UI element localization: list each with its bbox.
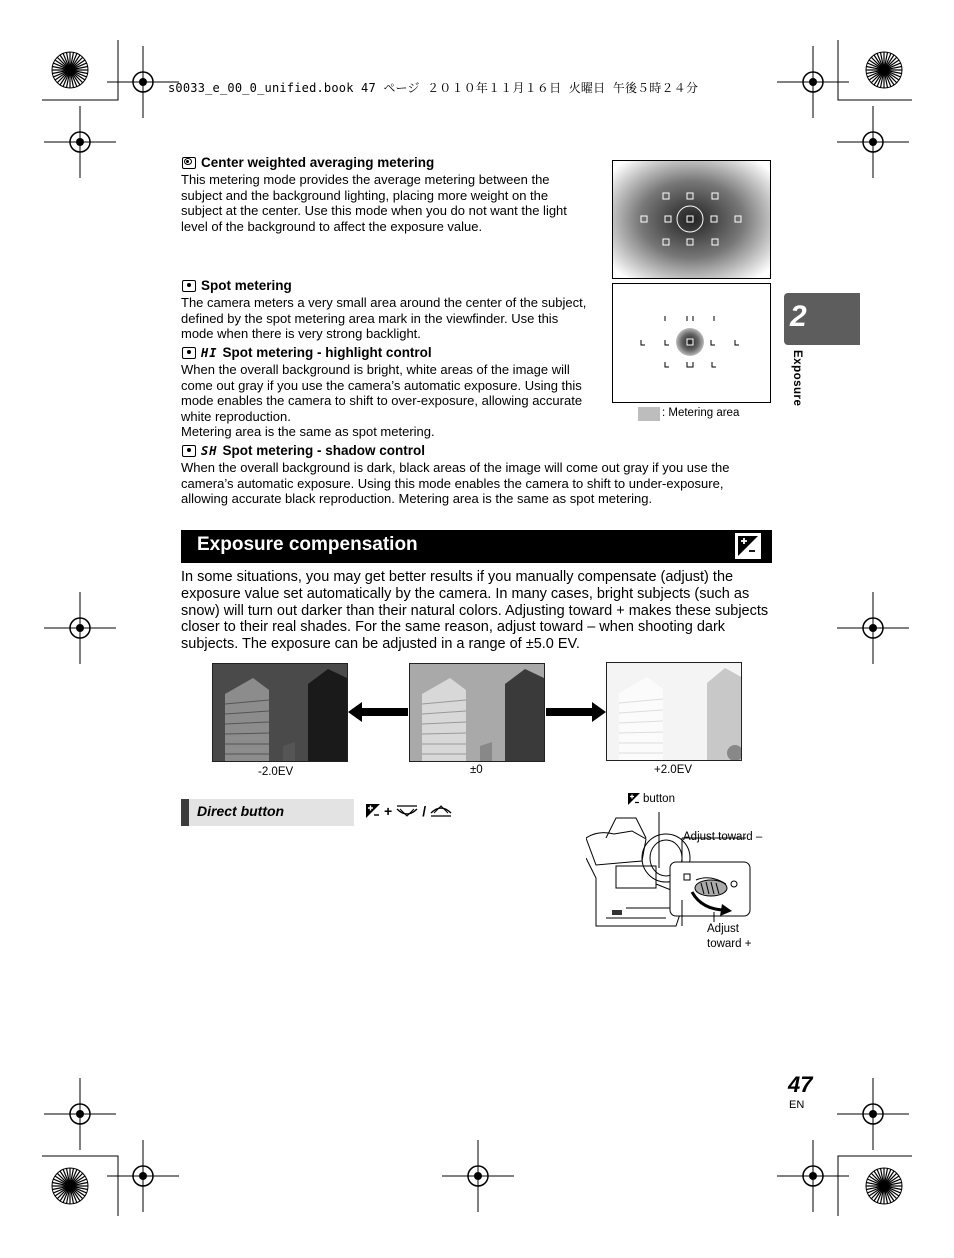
spot-text (181, 295, 601, 342)
text-line: exposure value set automatically by the camera. In many cases, bright subjects (such as (181, 585, 750, 602)
caption-plus-2ev: +2.0EV (654, 764, 693, 776)
text-line: When the overall background is dark, black areas of the image will come out gray if you use the (181, 460, 730, 475)
text-line: allowing accurate black reproduction. Metering area is the same as spot metering. (181, 491, 653, 506)
text-line: come out gray if you use the camera’s automatic exposure. Using this (181, 377, 582, 393)
exposure-compensation-icon (628, 793, 640, 805)
exposure-compensation-icon (734, 532, 762, 560)
arrow-left-icon (348, 700, 408, 724)
caption-minus-2ev: -2.0EV (258, 766, 294, 778)
page-language: EN (789, 1099, 805, 1111)
text-line: mode enables the camera to shift to over-exposure, allowing accurate (181, 393, 583, 408)
highlight-text (181, 362, 601, 440)
shadow-title: Spot metering - shadow control (222, 443, 425, 458)
text-line: mode when there is very strong backlight. (181, 326, 421, 341)
text-line: white reproduction. (181, 408, 291, 424)
highlight-icon-text: HI (201, 345, 218, 360)
adjust-minus-label: Adjust toward – (683, 831, 763, 843)
shadow-heading (182, 443, 425, 458)
photo-minus-2ev (212, 663, 348, 762)
highlight-heading (182, 345, 432, 360)
spot-metering-icon (182, 280, 196, 292)
shadow-icon-text: SH (201, 443, 218, 458)
spot-heading (182, 278, 292, 293)
text-line: Adjust (707, 923, 739, 935)
print-header-line: s0033_e_00_0_unified.book 47 ページ ２０１０年１１月１６日 火曜日 午後５時２４分 (168, 81, 699, 95)
rear-dial-icon (396, 804, 418, 818)
chapter-number: 2 (790, 300, 807, 333)
text-line: Metering area is the same as spot metering. (181, 424, 435, 439)
direct-button-combo (366, 803, 452, 819)
center-weighted-text (181, 172, 601, 234)
section-intro (181, 569, 781, 653)
metering-area-legend: : Metering area (662, 407, 740, 419)
direct-button-label: Direct button (197, 803, 285, 819)
direct-button-bar-edge (181, 799, 189, 826)
text-line: When the overall background is bright, white areas of the image will (181, 362, 570, 377)
direct-slash: / (422, 803, 427, 819)
photo-zero-ev (409, 663, 545, 762)
center-weighted-heading (182, 155, 434, 170)
chapter-label: Exposure (791, 350, 803, 407)
photo-plus-2ev (606, 662, 742, 761)
text-line: level of the background to affect the exposure value. (181, 218, 483, 234)
page-number: 47 (788, 1072, 813, 1097)
spot-title: Spot metering (201, 278, 292, 293)
text-line: camera’s automatic exposure. Using this mode enables the camera to shift to under-exposure, (181, 475, 724, 491)
text-line: In some situations, you may get better results if you manually compensate (adjust) the (181, 569, 734, 585)
text-line: defined by the spot metering area mark in the viewfinder. Use this (181, 310, 559, 326)
text-line: subjects. The exposure can be adjusted in a range of ±5.0 EV. (181, 636, 580, 653)
center-weighted-metering-icon (182, 157, 196, 169)
highlight-title: Spot metering - highlight control (222, 345, 432, 360)
spot-shadow-icon (182, 445, 196, 457)
section-title: Exposure compensation (197, 534, 418, 555)
center-weighted-title: Center weighted averaging metering (201, 155, 435, 170)
camera-top-illustration (586, 808, 766, 936)
exposure-compensation-icon (366, 804, 380, 818)
text-line: subject and the background lighting, placing more weight on the (181, 187, 549, 203)
spot-highlight-icon (182, 347, 196, 359)
text-line: The camera meters a very small area around the center of the subject, (181, 295, 587, 310)
text-line: subject at the center. Use this mode when you do not want the light (181, 203, 567, 218)
spot-metering-diagram (612, 283, 771, 403)
caption-zero-ev: ±0 (470, 764, 483, 776)
arrow-right-icon (546, 700, 606, 724)
direct-plus: + (384, 803, 393, 819)
text-line: toward + (707, 938, 752, 950)
shadow-text (181, 460, 761, 507)
center-weighted-diagram (612, 160, 771, 279)
metering-area-legend-swatch (638, 407, 660, 421)
ev-button-label: button (643, 793, 675, 805)
front-dial-icon (430, 804, 452, 818)
text-line: This metering mode provides the average metering between the (181, 172, 550, 187)
text-line: snow) will turn out darker than their natural colors. Adjusting toward + makes these subjects (181, 602, 769, 619)
text-line: closer to their real shades. For the same reason, adjust toward – when shooting dark (181, 619, 726, 636)
ev-button-callout (628, 793, 675, 805)
